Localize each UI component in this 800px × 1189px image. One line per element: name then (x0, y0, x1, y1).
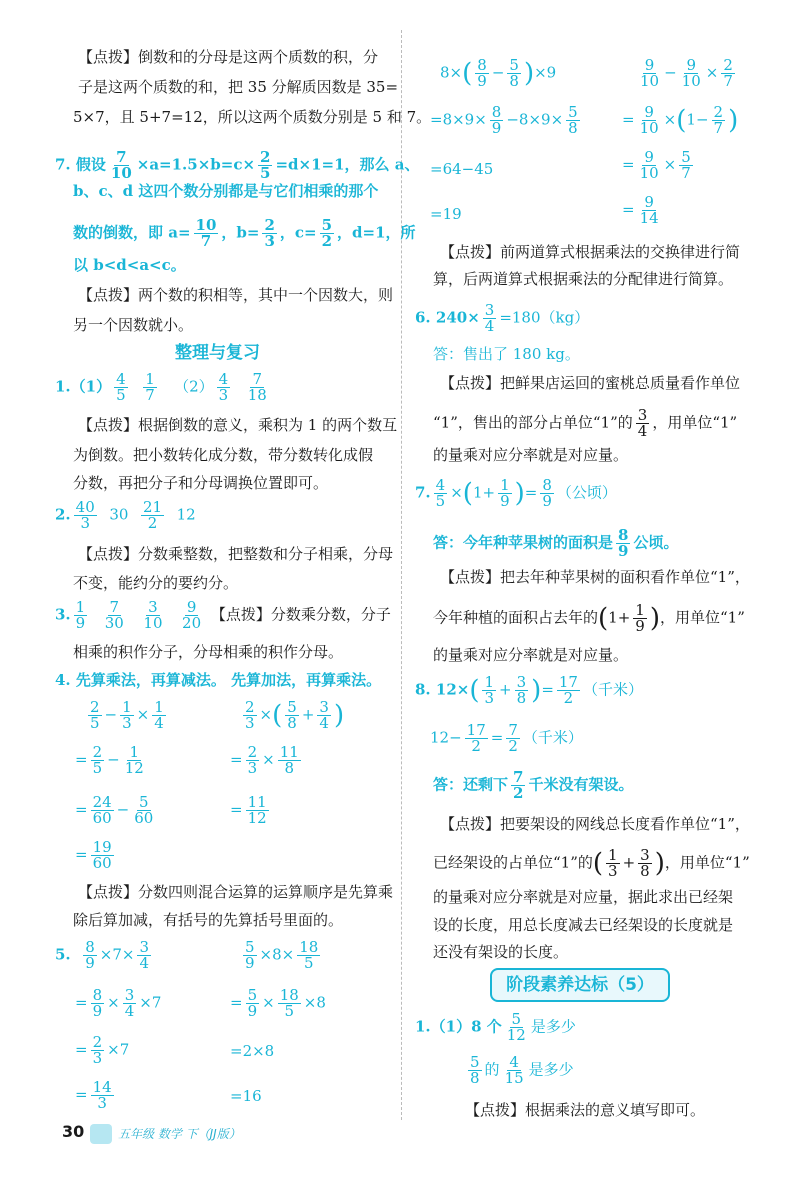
q4-expr: $\frac{2}{5}$ − $\frac{1}{3}$ × $\frac{1}{4}$ (90, 698, 164, 732)
text-line: 的量乘对应分率就是对应量。 (433, 446, 629, 464)
text-span: 已经架设的占单位“1”的 (433, 853, 593, 872)
text-line: 【点拨】把去年种苹果树的面积看作单位“1”， (440, 568, 750, 586)
q3-label: 3. (55, 605, 71, 624)
text-line: 今年种植的面积占去年的(1+ $\frac{1}{9}$ )，用单位“1” (433, 601, 745, 635)
q5-expr: 5. $\frac{8}{9}$ ×7× $\frac{3}{4}$ (55, 938, 149, 972)
q6-label: 6. 240× (415, 308, 480, 327)
text-span: ，用单位“1” (664, 853, 750, 872)
text-line: 【点拨】分数四则混合运算的运算顺序是先算乘 (78, 883, 394, 901)
q4-expr: = $\frac{2}{3}$ × $\frac{11}{8}$ (230, 743, 299, 777)
s1-line: 1.（1）8 个 $\frac{5}{12}$ 是多少 (415, 1010, 576, 1044)
text-line: 【点拨】分数乘整数，把整数和分子相乘，分母 (78, 545, 394, 563)
q2-label: 2. (55, 505, 71, 524)
book-logo-icon (90, 1124, 112, 1144)
q2-value: 30 (109, 505, 129, 524)
text-line: 【点拨】前两道算式根据乘法的交换律进行简 (440, 243, 741, 261)
text-span: 的 (484, 1060, 500, 1079)
calc-expr: =19 (430, 205, 462, 223)
text-span: 今年种植的面积占去年的 (433, 608, 599, 627)
q3-line: 3. $\frac{1}{9}$ $\frac{7}{30}$ $\frac{3}{10}$ $\frac{9}{20}$ 【点拨】分数乘分数，分子 (55, 598, 391, 632)
text-line: 【点拨】把要架设的网线总长度看作单位“1”， (440, 815, 750, 833)
q2-line: 2. $\frac{40}{3}$ 30 $\frac{21}{2}$ 12 (55, 498, 196, 532)
q7-line: b、c、d 这四个数分别都是与它们相乘的那个 (73, 182, 379, 200)
q7-text: ×a=1.5×b=c× (136, 155, 256, 174)
q8-expr: 8. 12×( $\frac{1}{3}$ + $\frac{3}{8}$ )= $\frac{17}{2}$ （千米） (415, 673, 643, 707)
section-title: 整理与复习 (175, 343, 260, 363)
calc-expr: =64−45 (430, 160, 494, 178)
text-span: 是多少 (530, 1017, 576, 1036)
q7-text: ，b= (221, 223, 260, 242)
text-span: ，用单位“1” (660, 608, 745, 627)
text-span: 答：还剩下 (433, 775, 509, 794)
text-line: 不变，能约分的要约分。 (73, 574, 239, 592)
q5-expr: $\frac{5}{9}$ ×8× $\frac{18}{5}$ (245, 938, 319, 972)
q6-expr: 6. 240× $\frac{3}{4}$ =180（kg） (415, 301, 590, 335)
q5-expr: =2×8 (230, 1042, 275, 1060)
text-line: 【点拨】倒数和的分母是这两个质数的积，分 (78, 48, 379, 66)
q4-expr: = $\frac{11}{12}$ (230, 793, 267, 827)
text-line: 算，后两道算式根据乘法的分配律进行简算。 (433, 270, 734, 288)
calc-expr: = $\frac{9}{14}$ (622, 193, 659, 227)
text-span: 12− (430, 728, 462, 747)
q8-answer: 答：还剩下 $\frac{7}{2}$ 千米没有架设。 (433, 768, 634, 802)
calc-expr: 8×( $\frac{8}{9}$ − $\frac{5}{8}$ )×9 (440, 56, 557, 90)
text-line: 除后算加减，有括号的先算括号里面的。 (73, 911, 344, 929)
q7-text: 数的倒数，即 a= (73, 223, 191, 242)
q7-text: （公顷） (556, 483, 617, 502)
text-span: 千米没有架设。 (528, 775, 634, 794)
calc-expr: = $\frac{9}{10}$ × $\frac{5}{7}$ (622, 148, 691, 182)
q4-expr: $\frac{2}{3}$ ×( $\frac{5}{8}$ + $\frac{3}{4}$ ) (245, 698, 345, 732)
footer-text: 五年级 数学 下（JJ版） (118, 1127, 241, 1141)
text-span: ，用单位“1” (652, 413, 738, 432)
q8-expr: 12− $\frac{17}{2}$ = $\frac{7}{2}$ （千米） (430, 721, 583, 755)
text-line: 【点拨】根据倒数的意义，乘积为 1 的两个数互 (78, 416, 398, 434)
q7-label: 7. (415, 483, 431, 502)
q6-answer: 答：售出了 180 kg。 (433, 345, 580, 363)
text-line: 的量乘对应分率就是对应量，据此求出已经架 (433, 888, 734, 906)
q4-expr: = $\frac{2}{5}$ − $\frac{1}{12}$ (75, 743, 144, 777)
text-span: 是多少 (528, 1060, 574, 1079)
text-span: 公顷。 (633, 533, 679, 552)
q7-text: ，d=1，所 (337, 223, 416, 242)
q4-title: 4. 先算乘法，再算减法。 先算加法，再算乘法。 (55, 671, 382, 689)
text-line: 5×7，且 5+7=12，所以这两个质数分别是 5 和 7。 (73, 108, 432, 126)
q7-expr: 7. $\frac{4}{5}$ ×(1+ $\frac{1}{9}$ )= $\frac{8}{9}$ （公顷） (415, 476, 617, 510)
calc-expr: = $\frac{9}{10}$ ×(1− $\frac{2}{7}$ ) (622, 103, 739, 137)
text-line: 还没有架设的长度。 (433, 943, 569, 961)
q7-line: 以 b<d<a<c。 (73, 256, 186, 274)
text-span: 答：今年种苹果树的面积是 (433, 533, 614, 552)
text-line: 相乘的积作分子，分母相乘的积作分母。 (73, 643, 344, 661)
q1-line: 1.（1） $\frac{4}{5}$ $\frac{1}{7}$ （2） $\frac{4}{3}$ $\frac{7}{18}$ (55, 370, 267, 404)
text-line: “1”，售出的部分占单位“1”的 $\frac{3}{4}$ ，用单位“1” (433, 406, 738, 440)
calc-expr: =8×9× $\frac{8}{9}$ −8×9× $\frac{5}{8}$ (430, 103, 578, 137)
q4-expr: = $\frac{19}{60}$ (75, 838, 112, 872)
q7-line: 7. 假设 $\frac{7}{10}$ ×a=1.5×b=c× $\frac{2}{5}$ =d×1=1，那么 a、 (55, 148, 420, 182)
section-badge: 阶段素养达标（5） (490, 968, 670, 1002)
q5-expr: = $\frac{14}{3}$ (75, 1078, 112, 1112)
q5-expr: = $\frac{5}{9}$ × $\frac{18}{5}$ ×8 (230, 986, 326, 1020)
text-line: 另一个因数就小。 (73, 316, 194, 334)
s1-line: $\frac{5}{8}$ 的 $\frac{4}{15}$ 是多少 (470, 1053, 574, 1087)
q2-value: 12 (176, 505, 196, 524)
q5-expr: = $\frac{2}{3}$ ×7 (75, 1033, 130, 1067)
q8-label: 8. 12× (415, 680, 470, 699)
text-line: 【点拨】根据乘法的意义填写即可。 (465, 1101, 706, 1119)
q8-text: （千米） (582, 680, 643, 699)
calc-expr: $\frac{9}{10}$ − $\frac{9}{10}$ × $\frac{2}{7}$ (640, 56, 733, 90)
q1-label: 1.（1） (55, 377, 112, 396)
q5-expr: =16 (230, 1087, 262, 1105)
q6-text: =180（kg） (499, 308, 590, 327)
q1-label: （2） (174, 377, 214, 396)
text-line: 子是这两个质数的和，把 35 分解质因数是 35= (78, 78, 399, 96)
text-line: 已经架设的占单位“1”的( $\frac{1}{3}$ + $\frac{3}{8}$ )，用单位“1” (433, 846, 750, 880)
page-number: 30 (62, 1122, 85, 1141)
q5-label: 5. (55, 945, 71, 964)
q7-text: ，c= (279, 223, 317, 242)
q7-line: 数的倒数，即 a= $\frac{10}{7}$ ，b= $\frac{2}{3}$ ，c= $\frac{5}{2}$ ，d=1，所 (73, 216, 416, 250)
s1-label: 1.（1）8 个 (415, 1017, 502, 1036)
text-line: 为倒数。把小数转化成分数，带分数转化成假 (73, 446, 374, 464)
q5-expr: = $\frac{8}{9}$ × $\frac{3}{4}$ ×7 (75, 986, 162, 1020)
text-line: 设的长度，用总长度减去已经架设的长度就是 (433, 916, 734, 934)
q7-answer: 答：今年种苹果树的面积是 $\frac{8}{9}$ 公顷。 (433, 526, 679, 560)
text-line: 【点拨】两个数的积相等，其中一个因数大，则 (78, 286, 394, 304)
q7-label: 7. 假设 (55, 155, 106, 174)
column-divider (401, 30, 402, 1120)
q7-text: =d×1=1，那么 a、 (275, 155, 420, 174)
text-line: 【点拨】把鲜果店运回的蜜桃总质量看作单位 (440, 374, 741, 392)
text-line: 的量乘对应分率就是对应量。 (433, 646, 629, 664)
text-span: “1”，售出的部分占单位“1”的 (433, 413, 633, 432)
text-line: 分数，再把分子和分母调换位置即可。 (73, 474, 329, 492)
q3-tip: 【点拨】分数乘分数，分子 (210, 605, 391, 624)
q8-text: （千米） (522, 728, 583, 747)
q4-expr: = $\frac{24}{60}$ − $\frac{5}{60}$ (75, 793, 154, 827)
